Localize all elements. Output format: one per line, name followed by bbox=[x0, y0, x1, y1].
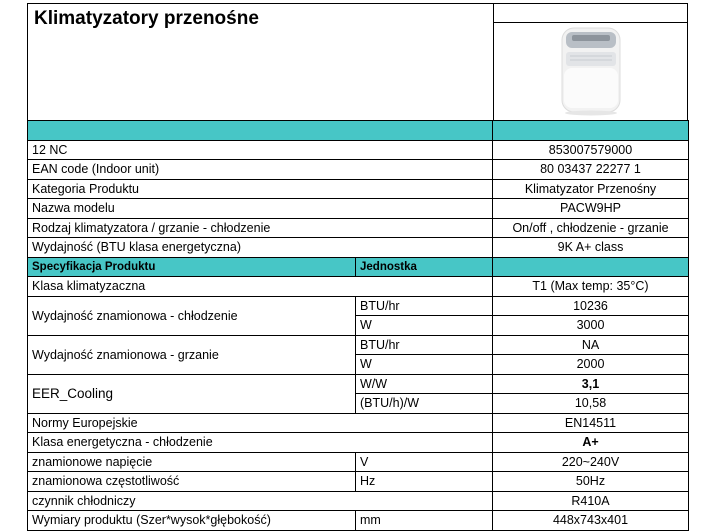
row-label: Rodzaj klimatyzatora / grzanie - chłodzenie bbox=[28, 218, 493, 238]
table-row bbox=[28, 218, 689, 238]
row-value: On/off , chłodzenie - grzanie bbox=[493, 218, 689, 238]
row-value: 853007579000 bbox=[493, 140, 689, 160]
row-label: Wydajność znamionowa - grzanie bbox=[28, 335, 356, 374]
row-value: 10236 bbox=[493, 296, 689, 316]
spec-header-unit: Jednostka bbox=[356, 257, 493, 277]
row-unit: V bbox=[356, 452, 493, 472]
row-label: Normy Europejskie bbox=[28, 413, 493, 433]
row-label: 12 NC bbox=[28, 140, 493, 160]
spec-header-row bbox=[28, 257, 689, 277]
row-label: EAN code (Indoor unit) bbox=[28, 160, 493, 180]
row-label: Wymiary produktu (Szer*wysok*głębokość) bbox=[28, 511, 356, 531]
spec-table bbox=[27, 120, 689, 531]
page-title: Klimatyzatory przenośne bbox=[34, 8, 259, 29]
table-row bbox=[28, 452, 689, 472]
row-value: NA bbox=[493, 335, 689, 355]
row-value: Klimatyzator Przenośny bbox=[493, 179, 689, 199]
table-row bbox=[28, 413, 689, 433]
row-unit: BTU/hr bbox=[356, 335, 493, 355]
spec-sheet bbox=[27, 3, 688, 531]
table-row bbox=[28, 511, 689, 531]
row-value: PACW9HP bbox=[493, 199, 689, 219]
air-conditioner-image bbox=[550, 26, 632, 116]
table-row bbox=[28, 335, 689, 355]
row-unit: (BTU/h)/W bbox=[356, 394, 493, 414]
row-value: 10,58 bbox=[493, 394, 689, 414]
row-value: 2000 bbox=[493, 355, 689, 375]
row-value: EN14511 bbox=[493, 413, 689, 433]
teal-separator-row bbox=[28, 121, 689, 141]
row-label: Wydajność znamionowa - chłodzenie bbox=[28, 296, 356, 335]
row-unit: BTU/hr bbox=[356, 296, 493, 316]
row-unit: W bbox=[356, 316, 493, 336]
table-row bbox=[28, 140, 689, 160]
row-unit: Hz bbox=[356, 472, 493, 492]
row-label: czynnik chłodniczy bbox=[28, 491, 493, 511]
row-value: 220~240V bbox=[493, 452, 689, 472]
row-unit: W/W bbox=[356, 374, 493, 394]
table-row bbox=[28, 238, 689, 258]
table-row bbox=[28, 179, 689, 199]
row-value: T1 (Max temp: 35°C) bbox=[493, 277, 689, 297]
row-label: EER_Cooling bbox=[28, 374, 356, 413]
table-row bbox=[28, 296, 689, 316]
row-value: 9K A+ class bbox=[493, 238, 689, 258]
row-label: Klasa energetyczna - chłodzenie bbox=[28, 433, 493, 453]
row-value: 50Hz bbox=[493, 472, 689, 492]
row-label: Nazwa modelu bbox=[28, 199, 493, 219]
row-label: znamionowa częstotliwość bbox=[28, 472, 356, 492]
row-unit: W bbox=[356, 355, 493, 375]
row-label: znamionowe napięcie bbox=[28, 452, 356, 472]
row-value: 3,1 bbox=[493, 374, 689, 394]
table-row bbox=[28, 491, 689, 511]
row-label: Wydajność (BTU klasa energetyczna) bbox=[28, 238, 493, 258]
table-row bbox=[28, 472, 689, 492]
table-row bbox=[28, 199, 689, 219]
row-value: R410A bbox=[493, 491, 689, 511]
table-row bbox=[28, 433, 689, 453]
row-value: 448x743x401 bbox=[493, 511, 689, 531]
table-row bbox=[28, 160, 689, 180]
table-row bbox=[28, 277, 689, 297]
row-value: 3000 bbox=[493, 316, 689, 336]
row-label: Klasa klimatyzaczna bbox=[28, 277, 493, 297]
spec-header-label: Specyfikacja Produktu bbox=[28, 257, 356, 277]
row-value: A+ bbox=[493, 433, 689, 453]
sheet-header bbox=[27, 3, 688, 120]
row-unit: mm bbox=[356, 511, 493, 531]
row-label: Kategoria Produktu bbox=[28, 179, 493, 199]
row-value: 80 03437 22277 1 bbox=[493, 160, 689, 180]
table-row bbox=[28, 374, 689, 394]
header-topbar bbox=[493, 22, 687, 23]
